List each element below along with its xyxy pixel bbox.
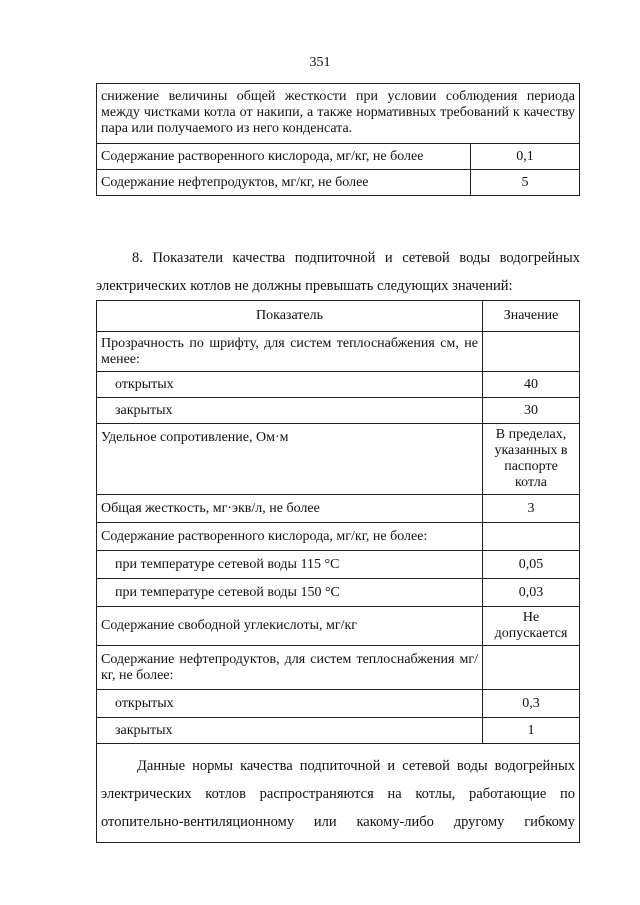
table-note <box>97 744 580 843</box>
table-row <box>97 646 580 690</box>
row-value <box>483 523 580 551</box>
table-header-row <box>97 301 580 332</box>
row-label: Содержание свободной углекислоты, мг/кг <box>97 607 483 646</box>
table-row <box>97 551 580 579</box>
table-row <box>97 372 580 398</box>
row-value: 0,1 <box>471 144 580 170</box>
section-paragraph <box>96 244 580 300</box>
table-row <box>97 718 580 744</box>
continuation-text: снижение величины общей жесткости при условии соблюдения периода между чистками котла от накипи, а также нормативных требований к качеству пара или получаемого из него конденсата. <box>97 84 580 144</box>
row-value: 1 <box>483 718 580 744</box>
row-label: Общая жесткость, мг·экв/л, не более <box>97 495 483 523</box>
table-row <box>97 744 580 843</box>
section-number: 8. <box>132 250 143 266</box>
row-value: 30 <box>483 398 580 424</box>
header-indicator: Показатель <box>97 301 483 332</box>
row-value: 3 <box>483 495 580 523</box>
table-row <box>97 144 580 170</box>
header-value: Значение <box>483 301 580 332</box>
row-value: В пределах, указанных в паспорте котла <box>483 424 580 495</box>
table-row <box>97 579 580 607</box>
row-value: 40 <box>483 372 580 398</box>
water-quality-table <box>96 300 580 843</box>
section-text: Показатели качества подпиточной и сетевой воды водогрейных электрических котлов не должны превышать следующих значений: <box>96 250 581 294</box>
table-row <box>97 332 580 372</box>
table-row <box>97 424 580 495</box>
row-label: Содержание растворенного кислорода, мг/кг, не более: <box>97 523 483 551</box>
row-label: открытых <box>97 372 483 398</box>
row-value <box>483 646 580 690</box>
row-value: 0,3 <box>483 690 580 718</box>
row-label: закрытых <box>97 718 483 744</box>
table-row <box>97 607 580 646</box>
row-value: Не допускается <box>483 607 580 646</box>
table-row <box>97 690 580 718</box>
row-label: Содержание нефтепродуктов, для систем теплоснабжения мг/кг, не более: <box>97 646 483 690</box>
row-label: при температуре сетевой воды 150 °С <box>97 579 483 607</box>
row-label: при температуре сетевой воды 115 °С <box>97 551 483 579</box>
row-value <box>483 332 580 372</box>
table-row <box>97 170 580 196</box>
row-value: 5 <box>471 170 580 196</box>
row-label: Содержание нефтепродуктов, мг/кг, не более <box>97 170 471 196</box>
row-value: 0,03 <box>483 579 580 607</box>
row-label: Прозрачность по шрифту, для систем теплоснабжения см, не менее: <box>97 332 483 372</box>
table-row <box>97 84 580 144</box>
row-label: Содержание растворенного кислорода, мг/кг, не более <box>97 144 471 170</box>
table-row <box>97 398 580 424</box>
table-row <box>97 495 580 523</box>
row-label: закрытых <box>97 398 483 424</box>
row-value: 0,05 <box>483 551 580 579</box>
page-number: 351 <box>309 55 331 70</box>
note-text: Данные нормы качества подпиточной и сетевой воды водогрейных электрических котлов распространяются на котлы, работающие по отопительно-вентиляционному или какому-либо другому гибкому <box>101 758 575 830</box>
row-label: открытых <box>97 690 483 718</box>
row-label: Удельное сопротивление, Ом·м <box>97 424 483 495</box>
continued-requirements-table <box>96 83 580 196</box>
table-row <box>97 523 580 551</box>
